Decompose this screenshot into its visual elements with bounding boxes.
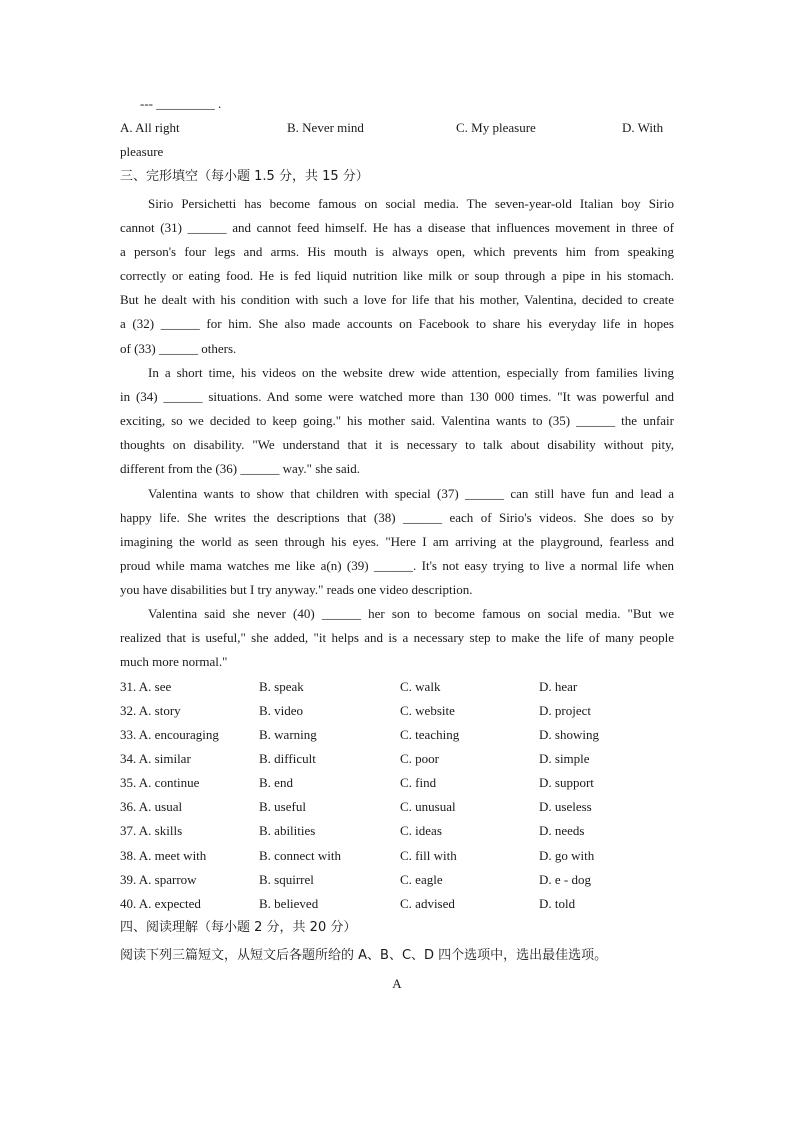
p3-line-3: imagining the world as seen through his eyes. "Here I am arriving at the playground, fearless and <box>120 534 674 550</box>
p2-line-4: thoughts on disability. "We understand that it is necessary to talk about disability without pity, <box>120 437 674 453</box>
option-d: D. told <box>539 896 576 911</box>
option-c: C. teaching <box>400 727 460 742</box>
option-a: 40. A. expected <box>120 896 201 911</box>
option-b: B. useful <box>259 799 306 814</box>
option-c: C. eagle <box>400 872 443 887</box>
p4-line-2: realized that is useful," she added, "it helps and is a necessary step to make the life of many people <box>120 630 674 646</box>
previous-question-options <box>120 116 680 140</box>
option-b: B. believed <box>259 896 319 911</box>
option-b: B. difficult <box>259 751 316 766</box>
options-31 <box>120 675 680 699</box>
section4-heading: 四、阅读理解（每小题 2 分，共 20 分） <box>120 920 357 935</box>
options-33 <box>120 723 680 747</box>
p3-line-1: Valentina wants to show that children with special (37) ______ can still have fun and lead a <box>148 486 674 501</box>
previous-question-blank: --- _________ . <box>140 96 222 111</box>
option-b: B. abilities <box>259 823 316 838</box>
p3-line-5: you have disabilities but I try anyway." reads one video description. <box>120 582 473 598</box>
options-32 <box>120 699 680 723</box>
option-b: B. connect with <box>259 848 341 863</box>
options-36 <box>120 795 680 819</box>
option-d-wrap: pleasure <box>120 144 164 159</box>
section3-heading: 三、完形填空（每小题 1.5 分，共 15 分） <box>120 169 369 184</box>
section4-instruction: 阅读下列三篇短文，从短文后各题所给的 A、B、C、D 四个选项中，选出最佳选项。 <box>120 948 608 963</box>
p2-line-5: different from the (36) ______ way." she said. <box>120 461 360 477</box>
option-d: D. go with <box>539 848 595 863</box>
p4-line-3: much more normal." <box>120 654 228 670</box>
option-c: C. fill with <box>400 848 457 863</box>
option-a: 38. A. meet with <box>120 848 207 863</box>
option-c: C. walk <box>400 679 441 694</box>
option-b: B. video <box>259 703 304 718</box>
option-d: D. support <box>539 775 594 790</box>
options-34 <box>120 747 680 771</box>
passage-label: A <box>392 976 402 991</box>
option-d: D. With <box>622 120 664 135</box>
option-d: D. simple <box>539 751 590 766</box>
p1-line-7: of (33) ______ others. <box>120 340 237 356</box>
option-b: B. end <box>259 775 293 790</box>
paragraph-3 <box>120 482 674 602</box>
option-d: D. e - dog <box>539 872 591 887</box>
option-d: D. project <box>539 703 591 718</box>
option-c: C. unusual <box>400 799 456 814</box>
option-c: C. advised <box>400 896 455 911</box>
p1-line-5: But he dealt with his condition with such a love for life that his mother, Valentina, decided to create <box>120 292 674 308</box>
p2-line-1: In a short time, his videos on the website drew wide attention, especially from families living <box>148 365 674 380</box>
option-a: 39. A. sparrow <box>120 872 197 887</box>
option-d: D. showing <box>539 727 599 742</box>
p1-line-2: cannot (31) ______ and cannot feed himself. He has a disease that influences movement in three of <box>120 220 674 236</box>
options-38 <box>120 844 680 868</box>
option-a: 33. A. encouraging <box>120 727 219 742</box>
option-b: B. warning <box>259 727 317 742</box>
option-a: 34. A. similar <box>120 751 191 766</box>
option-b: B. Never mind <box>287 120 364 135</box>
option-a: 37. A. skills <box>120 823 183 838</box>
option-a: A. All right <box>120 120 180 135</box>
option-a: 35. A. continue <box>120 775 200 790</box>
option-b: B. speak <box>259 679 304 694</box>
paragraph-2 <box>120 361 674 481</box>
p4-line-1: Valentina said she never (40) ______ her son to become famous on social media. "But we <box>148 606 674 621</box>
p2-line-2: in (34) ______ situations. And some were watched more than 130 000 times. "It was powerful and <box>120 389 674 405</box>
p1-line-1: Sirio Persichetti has become famous on social media. The seven-year-old Italian boy Sirio <box>148 196 674 211</box>
option-d: D. hear <box>539 679 578 694</box>
paragraph-4 <box>120 602 674 674</box>
option-d: D. useless <box>539 799 592 814</box>
option-c: C. ideas <box>400 823 442 838</box>
options-40 <box>120 892 680 916</box>
options-39 <box>120 868 680 892</box>
p1-line-6: a (32) ______ for him. She also made accounts on Facebook to share his everyday life in hopes <box>120 316 674 332</box>
option-a: 31. A. see <box>120 679 172 694</box>
option-a: 32. A. story <box>120 703 181 718</box>
options-35 <box>120 771 680 795</box>
p1-line-4: correctly or eating food. He is fed liquid nutrition like milk or soup through a pipe in his stomach. <box>120 268 674 284</box>
p3-line-2: happy life. She writes the descriptions that (38) ______ each of Sirio's videos. She does so by <box>120 510 674 526</box>
p2-line-3: exciting, so we decided to keep going." his mother said. Valentina wants to (35) ______ the unfair <box>120 413 674 429</box>
option-c: C. website <box>400 703 455 718</box>
paragraph-1 <box>120 192 674 361</box>
option-c: C. poor <box>400 751 439 766</box>
p1-line-3: a person's four legs and arms. His mouth is always open, which prevents him from speaking <box>120 244 674 260</box>
p3-line-4: proud while mama watches me like a(n) (39) ______. It's not easy trying to live a normal life when <box>120 558 674 574</box>
option-d: D. needs <box>539 823 585 838</box>
option-a: 36. A. usual <box>120 799 183 814</box>
options-37 <box>120 819 680 843</box>
option-b: B. squirrel <box>259 872 314 887</box>
option-c: C. My pleasure <box>456 120 536 135</box>
option-c: C. find <box>400 775 437 790</box>
